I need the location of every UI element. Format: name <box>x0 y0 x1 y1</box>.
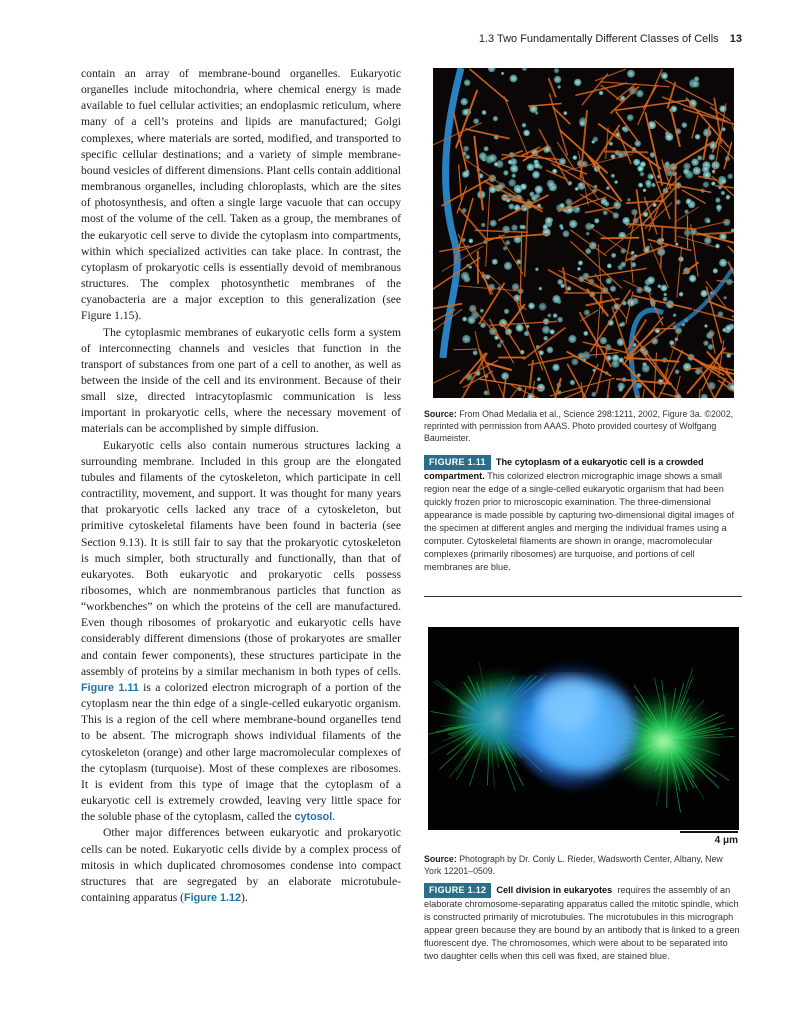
micrograph-mitotic-spindle <box>428 627 739 830</box>
figure-caption <box>424 883 742 963</box>
key-term: cytosol <box>294 811 333 824</box>
paragraph: Eukaryotic cells also contain numerous structures lacking a surrounding membrane. Included in this group are the elongated tubules and filaments of the cytoskeleton, which participate in cell contractility, movement, and support. It was thought for many years that prokaryotic cells lacked any trace of a cytoskeleton, but primitive cytoskeletal filaments have been found in bacteria (see Section 9.13). It is still fair to say that the prokaryotic cytoskeleton is much simpler, both structurally and functionally, than that of eukaryotes. Both eukaryotic and prokaryotic cells possess ribosomes, which are nonmembranous particles that function as “workbenches” on which the proteins of the cell are manufactured. Even though ribosomes of prokaryotic and eukaryotic cells have considerably different dimensions (those of prokaryotes are smaller and contain fewer components), these structures participate in the assembly of proteins by a similar mechanism in both types of cells. Figure 1.11 is a colorized electron micrograph of a portion of the cytoplasm near the thin edge of a single-celled eukaryotic organism. This is a region of the cell where membrane-bound organelles tend to be absent. The micrograph shows individual filaments of the cytoskeleton (orange) and other large macromolecular complexes of the cytoplasm (turquoise). Most of these complexes are ribosomes. It is evident from this type of image that the cytoplasm of a eukaryotic cell is extremely crowded, leaving very little space for the soluble phase of the cytoplasm, called the cytosol. <box>81 438 401 824</box>
scale-bar-label: 4 μm <box>714 835 738 846</box>
figure-link[interactable]: Figure 1.11 <box>81 681 139 694</box>
figure-link[interactable]: Figure 1.12 <box>184 891 242 904</box>
paragraph: The cytoplasmic membranes of eukaryotic cells form a system of interconnecting channels and vesicles that function in the transport of substances from one part of a cell to another, as well as between the inside of the cell and its environment. Because of their small size, directed intracytoplasmic communication is less important in prokaryotic cells, where the necessary movement of materials can be accomplished by simple diffusion. <box>81 325 401 436</box>
paragraph-text: is a colorized electron micrograph of a portion of the cytoplasm near the thin edge of a single-celled eukaryotic organism. This is a region of the cell where membrane-bound organelles tend to be absent. The micrograph shows individual filaments of the cytoskeleton (orange) and other large macromolecular complexes of the cytoplasm (turquoise). Most of these complexes are ribosomes. It is evident from this type of image that the cytoplasm of a eukaryotic cell is extremely crowded, leaving very little space for the soluble phase of the cytoplasm, called the <box>81 680 401 824</box>
page-number: 13 <box>729 33 742 45</box>
main-text-column <box>81 66 401 906</box>
figure-label: FIGURE 1.12 <box>424 883 491 898</box>
paragraph: contain an array of membrane-bound organelles. Eukaryotic organelles include mitochondria, where chemical energy is made available to fuel cellular activities; an endoplasmic reticulum, where many of a cell’s proteins and lipids are manufactured; Golgi complexes, where materials are sorted, modified, and transported to specific cellular destinations; and a variety of simple membrane-bound vesicles of different dimensions. Plant cells contain additional membranous organelles, including chloroplasts, which are the sites of photosynthesis, and often a single large vacuole that can occupy most of the volume of the cell. Taken as a group, the membranes of the eukaryotic cell serve to divide the cytoplasm into compartments, within which specialized activities can take place. In contrast, the cytoplasm of prokaryotic cells is essentially devoid of membranous structures. The complex photosynthetic membranes of the cyanobacteria are a major exception to this generalization (see Figure 1.15). <box>81 67 401 323</box>
scale-bar <box>680 831 738 849</box>
caption-title: The cytoplasm of a eukaryotic cell is a crowded compartment. <box>424 457 704 481</box>
micrograph-cytoplasm <box>433 68 734 398</box>
scale-bar-line <box>680 831 738 833</box>
divider <box>424 596 742 597</box>
caption-text: This colorized electron micrographic image shows a small region near the edge of a single-celled eukaryotic organism that had been quickly frozen prior to microscopic examination. The three-dimensional appearance is made possible by capturing two-dimensional digital images of the specimen at different angles and merging the individual frames using a computer. Cytoskeletal filaments are shown in orange, macromolecular complexes (primarily ribosomes) are turquoise, and portions of cell membranes are blue. <box>424 471 734 572</box>
caption-text: requires the assembly of an elaborate chromosome-separating apparatus called the mitotic spindle, which is constructed primarily of microtubules. The microtubules in this micrograph appear green because they are bound by an antibody that is linked to a green fluorescent dye. The chromosomes, which were about to be separated into two daughter cells when this cell was fixed, are stained blue. <box>424 885 740 961</box>
running-header <box>470 33 742 49</box>
figure-source: Source: Photograph by Dr. Conly L. Rieder, Wadsworth Center, Albany, New York 12201–0509. <box>424 854 723 877</box>
micrograph-mitotic-spindle-image <box>428 627 739 830</box>
figure-source: Source: From Ohad Medalia et al., Science 298:1211, 2002, Figure 3a. ©2002, reprinted with permission from AAAS. Photo provided courtesy of Wolfgang Baumeister. <box>424 409 734 444</box>
paragraph-text: Eukaryotic cells also contain numerous structures lacking a surrounding membrane. Included in this group are the elongated tubules and filaments of the cytoskeleton, which participate in cell contractility, movement, and support. It was thought for many years that prokaryotic cells lacked any trace of a cytoskeleton, but primitive cytoskeletal filaments have been found in bacteria (see Section 9.13). It is still fair to say that the prokaryotic cytoskeleton is much simpler, both structurally and functionally, than that of eukaryotes. Both eukaryotic and prokaryotic cells possess ribosomes, which are nonmembranous particles that function as “workbenches” on which the proteins of the cell are manufactured. Even though ribosomes of prokaryotic and eukaryotic cells have considerably different dimensions (those of prokaryotes are smaller and contain fewer components), these structures participate in the assembly of proteins by a similar mechanism in both types of cells. <box>81 438 401 678</box>
figure-caption <box>424 455 742 574</box>
caption-title: Cell division in eukaryotes <box>496 885 613 895</box>
section-title: 1.3 Two Fundamentally Different Classes of Cells <box>478 33 719 45</box>
micrograph-cytoplasm-image <box>433 68 734 398</box>
paragraph-text: Other major differences between eukaryotic and prokaryotic cells can be noted. Eukaryotic cells divide by a complex process of mitosis in which duplicated chromosomes condense into compact structures that are segregated by an elaborate microtubule-containing apparatus ( <box>81 826 401 904</box>
figure-label: FIGURE 1.11 <box>424 455 491 470</box>
paragraph: Other major differences between eukaryotic and prokaryotic cells can be noted. Eukaryotic cells divide by a complex process of mitosis in which duplicated chromosomes condense into compact structures that are segregated by an elaborate microtubule-containing apparatus (Figure 1.12). <box>81 826 401 904</box>
